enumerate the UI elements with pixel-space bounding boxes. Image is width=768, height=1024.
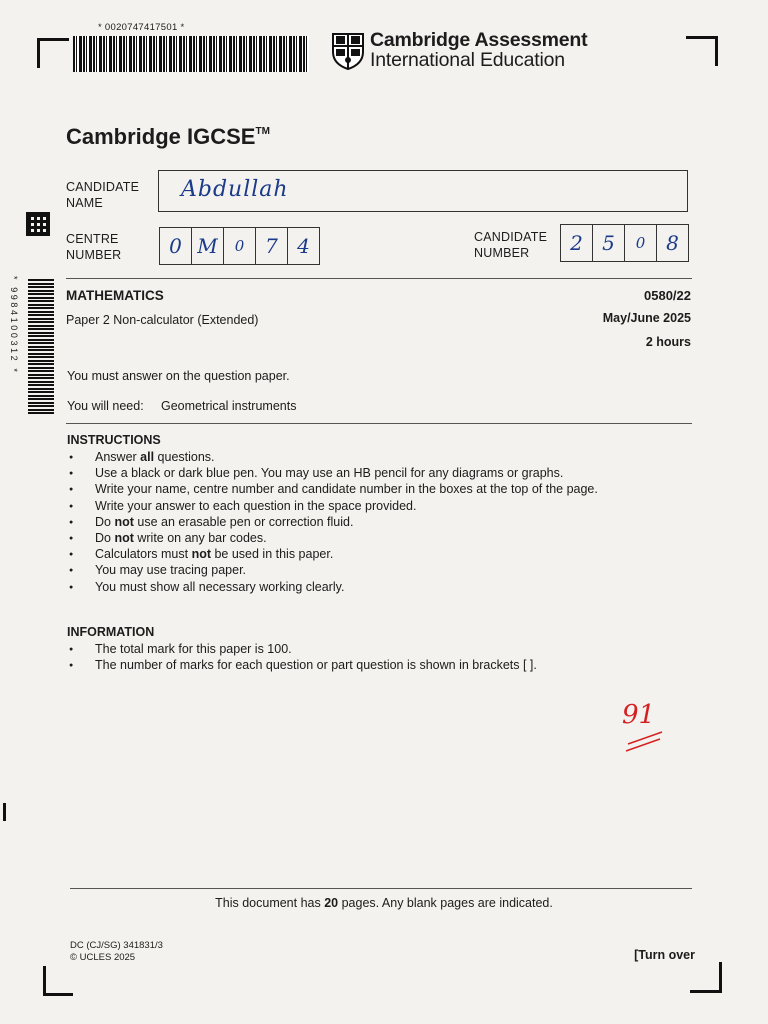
centre-number-label xyxy=(66,231,121,263)
cambridge-crest-icon xyxy=(331,32,365,70)
corner-mark-top-left xyxy=(37,38,69,41)
paper-title: Paper 2 Non-calculator (Extended) xyxy=(66,313,259,327)
instruction-item: ● Do not use an erasable pen or correction fluid. xyxy=(67,514,687,530)
corner-mark-top-right-v xyxy=(715,36,718,66)
candidate-name-handwritten: Abdullah xyxy=(181,177,289,202)
trademark-symbol: TM xyxy=(255,126,270,137)
cand-digit-4: 8 xyxy=(666,231,679,255)
centre-digit-4: 7 xyxy=(256,228,288,264)
exam-duration: 2 hours xyxy=(645,335,691,349)
instructions-heading: INSTRUCTIONS xyxy=(67,433,161,447)
corner-mark-bottom-right-v xyxy=(719,962,722,993)
corner-mark-bottom-right xyxy=(690,990,722,993)
information-list xyxy=(67,641,687,673)
barcode-number: * 0020747417501 * xyxy=(98,22,185,33)
instruction-item: ● Calculators must not be used in this paper. xyxy=(67,546,687,562)
instruction-item: ● You must show all necessary working clearly. xyxy=(67,579,687,595)
instruction-item: ● Answer all questions. xyxy=(67,449,687,465)
corner-mark-bottom-left-v xyxy=(43,966,46,996)
information-heading: INFORMATION xyxy=(67,625,155,639)
corner-mark-top-left-v xyxy=(37,38,40,68)
centre-digit-2: M xyxy=(192,228,224,264)
name-label-line2: NAME xyxy=(66,196,103,210)
pages-text-post: pages. Any blank pages are indicated. xyxy=(338,896,553,910)
divider-top xyxy=(66,278,692,279)
candidate-name-box[interactable] xyxy=(158,170,688,212)
paper-code: 0580/22 xyxy=(644,288,691,303)
qr-code xyxy=(26,212,50,236)
score-value: 91 xyxy=(622,700,656,730)
information-item: ● The total mark for this paper is 100. xyxy=(67,641,687,657)
candidate-number-label xyxy=(474,229,547,261)
page-count-note xyxy=(0,896,768,910)
instruction-item: ● Write your answer to each question in the space provided. xyxy=(67,498,687,514)
qualification-title xyxy=(66,124,270,150)
cand-digit-3: 0 xyxy=(625,225,657,261)
copyright: © UCLES 2025 xyxy=(70,952,136,963)
cand-digit-2: 5 xyxy=(593,225,625,261)
cand-digit-1: 2 xyxy=(561,225,593,261)
candidate-number-boxes[interactable] xyxy=(560,224,689,262)
document-code: DC (CJ/SG) 341831/3 xyxy=(70,940,163,951)
centre-label-line2: NUMBER xyxy=(66,248,122,262)
cand-number-label-line1: CANDIDATE xyxy=(474,230,548,244)
need-value: Geometrical instruments xyxy=(161,399,297,413)
centre-number-boxes[interactable] xyxy=(159,227,320,265)
candidate-label-line1: CANDIDATE xyxy=(66,180,140,194)
instruction-item: ● Write your name, centre number and candidate number in the boxes at the top of the page. xyxy=(67,481,687,497)
side-barcode xyxy=(28,278,54,414)
centre-digit-1: 0 xyxy=(160,228,192,264)
turn-over: [Turn over xyxy=(634,948,695,962)
answer-on-paper-note: You must answer on the question paper. xyxy=(67,369,290,383)
divider-middle xyxy=(66,423,692,424)
qualification-name: Cambridge IGCSE xyxy=(66,124,256,149)
instruction-item: ● Use a black or dark blue pen. You may use an HB pencil for any diagrams or graphs. xyxy=(67,465,687,481)
instructions-list xyxy=(67,449,687,595)
corner-mark-top-right xyxy=(686,36,718,39)
cand-number-label-line2: NUMBER xyxy=(474,246,530,260)
information-item: ● The number of marks for each question or part question is shown in brackets [ ]. xyxy=(67,657,687,673)
org-name-line1: Cambridge Assessment xyxy=(370,29,588,51)
edge-mark-left xyxy=(3,803,6,821)
divider-bottom xyxy=(70,888,692,889)
instruction-item: ● Do not write on any bar codes. xyxy=(67,530,687,546)
pages-count: 20 xyxy=(324,896,339,910)
instruction-item: ● You may use tracing paper. xyxy=(67,562,687,578)
top-barcode xyxy=(73,36,309,72)
exam-session: May/June 2025 xyxy=(602,311,691,325)
candidate-name-label xyxy=(66,179,139,211)
pages-text-pre: This document has xyxy=(215,896,325,910)
centre-digit-5: 4 xyxy=(297,234,310,258)
org-name-line2: International Education xyxy=(370,49,565,71)
centre-digit-3: 0 xyxy=(224,228,256,264)
need-label: You will need: xyxy=(67,399,144,413)
subject-title: MATHEMATICS xyxy=(66,288,164,303)
side-barcode-number: * 9984100312 * xyxy=(9,276,19,375)
centre-label-line1: CENTRE xyxy=(66,232,119,246)
score-mark xyxy=(616,700,672,760)
corner-mark-bottom-left xyxy=(43,993,73,996)
